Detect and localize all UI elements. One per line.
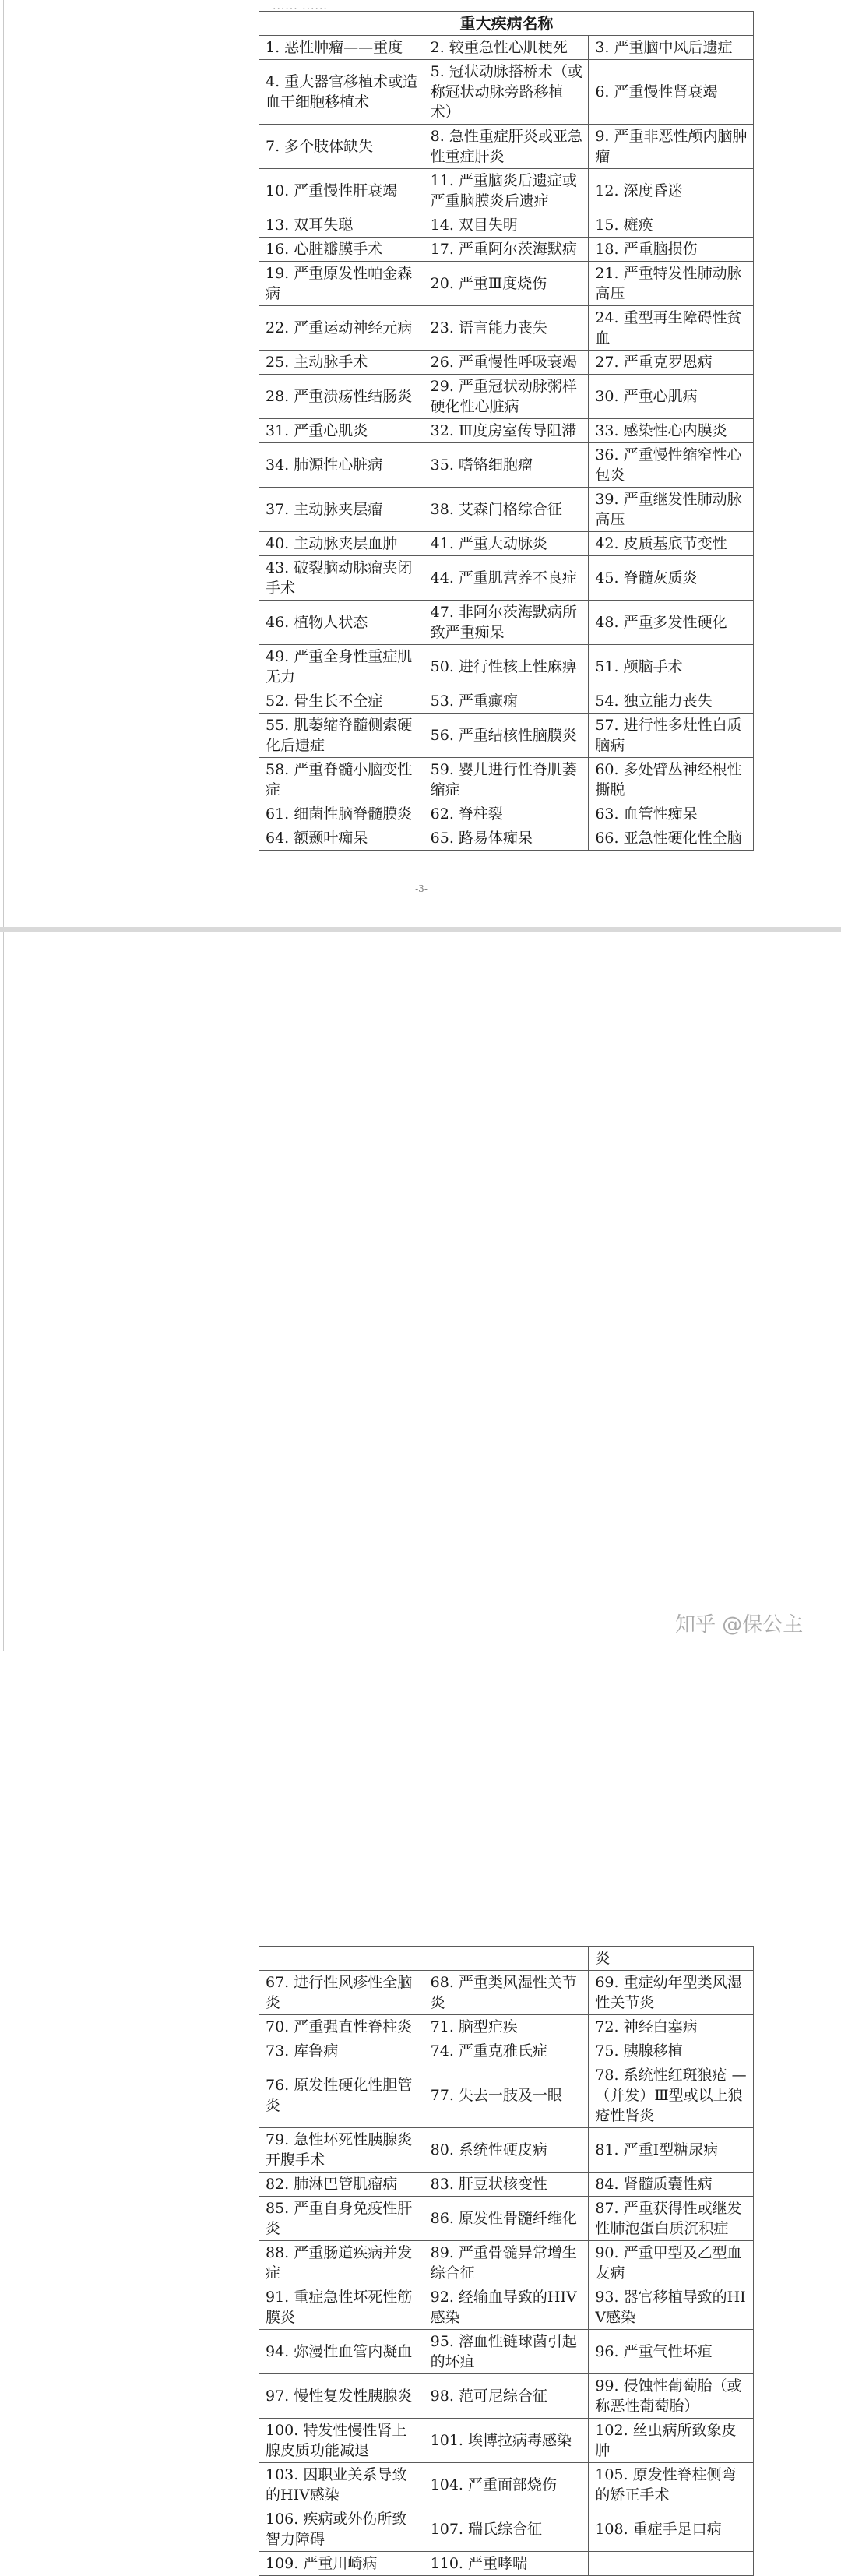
disease-cell: 88. 严重肠道疾病并发症 [259,2241,424,2285]
disease-cell: 57. 进行性多灶性白质脑病 [589,714,754,758]
table-row [259,2507,754,2552]
disease-cell: 54. 独立能力丧失 [589,689,754,714]
disease-cell: 72. 神经白塞病 [589,2015,754,2039]
disease-cell: 7. 多个肢体缺失 [259,125,424,169]
disease-cell: 97. 慢性复发性胰腺炎 [259,2374,424,2419]
disease-cell: 59. 婴儿进行性脊肌萎缩症 [424,758,589,802]
table-row [259,2285,754,2330]
disease-cell: 99. 侵蚀性葡萄胎（或称恶性葡萄胎） [589,2374,754,2419]
disease-cell: 84. 肾髓质囊性病 [589,2173,754,2197]
disease-cell: 26. 严重慢性呼吸衰竭 [424,351,589,375]
table-row [259,2039,754,2063]
disease-cell: 56. 严重结核性脑膜炎 [424,714,589,758]
disease-cell: 42. 皮质基底节变性 [589,532,754,556]
disease-cell: 108. 重症手足口病 [589,2507,754,2552]
table-row [259,532,754,556]
disease-cell: 12. 深度昏迷 [589,169,754,213]
disease-cell: 78. 系统性红斑狼疮 —（并发）Ⅲ型或以上狼疮性肾炎 [589,2063,754,2128]
disease-cell: 63. 血管性痴呆 [589,802,754,826]
disease-cell: 101. 埃博拉病毒感染 [424,2419,589,2463]
disease-cell: 65. 路易体痴呆 [424,826,589,851]
disease-cell: 35. 嗜铬细胞瘤 [424,443,589,488]
disease-cell [424,1947,589,1971]
disease-cell: 107. 瑞氏综合征 [424,2507,589,2552]
disease-cell: 28. 严重溃疡性结肠炎 [259,375,424,419]
disease-cell: 29. 严重冠状动脉粥样硬化性心脏病 [424,375,589,419]
disease-cell: 47. 非阿尔茨海默病所致严重痴呆 [424,601,589,645]
table-row [259,758,754,802]
disease-cell: 17. 严重阿尔茨海默病 [424,238,589,262]
table-body-page-2 [259,1947,754,2576]
disease-cell: 71. 脑型疟疾 [424,2015,589,2039]
disease-cell [589,2552,754,2576]
disease-cell: 73. 库鲁病 [259,2039,424,2063]
table-row [259,2374,754,2419]
table-row [259,826,754,851]
disease-cell: 91. 重症急性坏死性筋膜炎 [259,2285,424,2330]
disease-cell: 60. 多处臂丛神经根性撕脱 [589,758,754,802]
table-row [259,169,754,213]
disease-cell: 16. 心脏瓣膜手术 [259,238,424,262]
disease-cell: 37. 主动脉夹层瘤 [259,488,424,532]
disease-cell: 31. 严重心肌炎 [259,419,424,443]
disease-cell: 92. 经输血导致的HIV感染 [424,2285,589,2330]
disease-cell: 11. 严重脑炎后遗症或严重脑膜炎后遗症 [424,169,589,213]
disease-cell: 22. 严重运动神经元病 [259,306,424,351]
disease-cell: 106. 疾病或外伤所致智力障碍 [259,2507,424,2552]
disease-cell: 9. 严重非恶性颅内脑肿瘤 [589,125,754,169]
disease-cell: 86. 原发性骨髓纤维化 [424,2197,589,2241]
disease-cell: 炎 [589,1947,754,1971]
disease-cell: 68. 严重类风湿性关节炎 [424,1971,589,2015]
disease-cell: 66. 亚急性硬化性全脑 [589,826,754,851]
table-row [259,306,754,351]
disease-cell: 20. 严重Ⅲ度烧伤 [424,262,589,306]
table-row [259,802,754,826]
disease-cell: 74. 严重克雅氏症 [424,2039,589,2063]
table-row [259,60,754,125]
table-row [259,2552,754,2576]
disease-cell: 85. 严重自身免疫性肝炎 [259,2197,424,2241]
disease-cell: 33. 感染性心内膜炎 [589,419,754,443]
disease-cell: 15. 瘫痪 [589,213,754,238]
disease-cell: 110. 严重哮喘 [424,2552,589,2576]
disease-cell: 96. 严重气性坏疽 [589,2330,754,2374]
table-row [259,2197,754,2241]
disease-cell [259,1947,424,1971]
disease-cell: 81. 严重Ⅰ型糖尿病 [589,2128,754,2173]
table-row [259,2173,754,2197]
table-row [259,689,754,714]
table-row [259,2128,754,2173]
table-row [259,1947,754,1971]
document-page-1 [3,0,839,928]
document-page-2 [3,932,839,2572]
table-row [259,2463,754,2507]
disease-cell: 18. 严重脑损伤 [589,238,754,262]
disease-cell: 58. 严重脊髓小脑变性症 [259,758,424,802]
disease-cell: 40. 主动脉夹层血肿 [259,532,424,556]
table-row [259,714,754,758]
table-row [259,2063,754,2128]
cut-off-top-text: ...... ...... [273,0,328,9]
disease-cell: 103. 因职业关系导致的HIV感染 [259,2463,424,2507]
table-row [259,213,754,238]
table-title: 重大疾病名称 [259,12,754,36]
page-number: -3- [415,883,428,894]
table-row [259,351,754,375]
disease-cell: 79. 急性坏死性胰腺炎开腹手术 [259,2128,424,2173]
table-row [259,262,754,306]
table-row [259,556,754,601]
disease-cell: 51. 颅脑手术 [589,645,754,689]
disease-cell: 94. 弥漫性血管内凝血 [259,2330,424,2374]
disease-cell: 23. 语言能力丧失 [424,306,589,351]
disease-cell: 109. 严重川崎病 [259,2552,424,2576]
disease-cell: 2. 较重急性心肌梗死 [424,36,589,60]
disease-cell: 38. 艾森门格综合征 [424,488,589,532]
disease-cell: 61. 细菌性脑脊髓膜炎 [259,802,424,826]
disease-cell: 8. 急性重症肝炎或亚急性重症肝炎 [424,125,589,169]
disease-cell: 102. 丝虫病所致象皮肿 [589,2419,754,2463]
disease-cell: 34. 肺源性心脏病 [259,443,424,488]
disease-cell: 14. 双目失明 [424,213,589,238]
table-row [259,375,754,419]
table-row [259,2419,754,2463]
disease-cell: 76. 原发性硬化性胆管炎 [259,2063,424,2128]
disease-cell: 82. 肺淋巴管肌瘤病 [259,2173,424,2197]
disease-cell: 4. 重大器官移植术或造血干细胞移植术 [259,60,424,125]
table-row [259,1971,754,2015]
table-row [259,2330,754,2374]
disease-cell: 21. 严重特发性肺动脉高压 [589,262,754,306]
disease-cell: 36. 严重慢性缩窄性心包炎 [589,443,754,488]
disease-cell: 30. 严重心肌病 [589,375,754,419]
table-row [259,2015,754,2039]
disease-cell: 24. 重型再生障碍性贫血 [589,306,754,351]
disease-cell: 77. 失去一肢及一眼 [424,2063,589,2128]
disease-cell: 98. 范可尼综合征 [424,2374,589,2419]
table-row [259,488,754,532]
disease-cell: 43. 破裂脑动脉瘤夹闭手术 [259,556,424,601]
disease-cell: 53. 严重癫痫 [424,689,589,714]
disease-cell: 62. 脊柱裂 [424,802,589,826]
table-body-page-1 [259,36,754,851]
table-row [259,443,754,488]
disease-cell: 64. 额颞叶痴呆 [259,826,424,851]
disease-cell: 32. Ⅲ度房室传导阻滞 [424,419,589,443]
disease-cell: 49. 严重全身性重症肌无力 [259,645,424,689]
table-row [259,419,754,443]
disease-cell: 6. 严重慢性肾衰竭 [589,60,754,125]
disease-cell: 95. 溶血性链球菌引起的坏疽 [424,2330,589,2374]
table-row [259,125,754,169]
disease-cell: 5. 冠状动脉搭桥术（或称冠状动脉旁路移植术） [424,60,589,125]
disease-cell: 55. 肌萎缩脊髓侧索硬化后遗症 [259,714,424,758]
zhihu-watermark: 知乎 @保公主 [675,1613,804,1637]
disease-cell: 87. 严重获得性或继发性肺泡蛋白质沉积症 [589,2197,754,2241]
disease-cell: 41. 严重大动脉炎 [424,532,589,556]
disease-cell: 44. 严重肌营养不良症 [424,556,589,601]
disease-cell: 100. 特发性慢性肾上腺皮质功能减退 [259,2419,424,2463]
disease-cell: 10. 严重慢性肝衰竭 [259,169,424,213]
table-row [259,36,754,60]
disease-cell: 50. 进行性核上性麻痹 [424,645,589,689]
disease-cell: 19. 严重原发性帕金森病 [259,262,424,306]
table-row [259,2241,754,2285]
disease-cell: 80. 系统性硬皮病 [424,2128,589,2173]
disease-cell: 83. 肝豆状核变性 [424,2173,589,2197]
disease-cell: 1. 恶性肿瘤——重度 [259,36,424,60]
disease-cell: 48. 严重多发性硬化 [589,601,754,645]
disease-cell: 67. 进行性风疹性全脑炎 [259,1971,424,2015]
critical-illness-table-part-2 [259,1946,754,2576]
disease-cell: 52. 骨生长不全症 [259,689,424,714]
disease-cell: 90. 严重甲型及乙型血友病 [589,2241,754,2285]
disease-cell: 27. 严重克罗恩病 [589,351,754,375]
disease-cell: 89. 严重骨髓异常增生综合征 [424,2241,589,2285]
disease-cell: 105. 原发性脊柱侧弯的矫正手术 [589,2463,754,2507]
disease-cell: 3. 严重脑中风后遗症 [589,36,754,60]
table-row [259,645,754,689]
table-row [259,238,754,262]
disease-cell: 45. 脊髓灰质炎 [589,556,754,601]
disease-cell: 39. 严重继发性肺动脉高压 [589,488,754,532]
disease-cell: 70. 严重强直性脊柱炎 [259,2015,424,2039]
table-row [259,601,754,645]
disease-cell: 93. 器官移植导致的HIV感染 [589,2285,754,2330]
disease-cell: 104. 严重面部烧伤 [424,2463,589,2507]
disease-cell: 75. 胰腺移植 [589,2039,754,2063]
disease-cell: 25. 主动脉手术 [259,351,424,375]
critical-illness-table-part-1 [259,11,754,851]
disease-cell: 13. 双耳失聪 [259,213,424,238]
disease-cell: 69. 重症幼年型类风湿性关节炎 [589,1971,754,2015]
disease-cell: 46. 植物人状态 [259,601,424,645]
